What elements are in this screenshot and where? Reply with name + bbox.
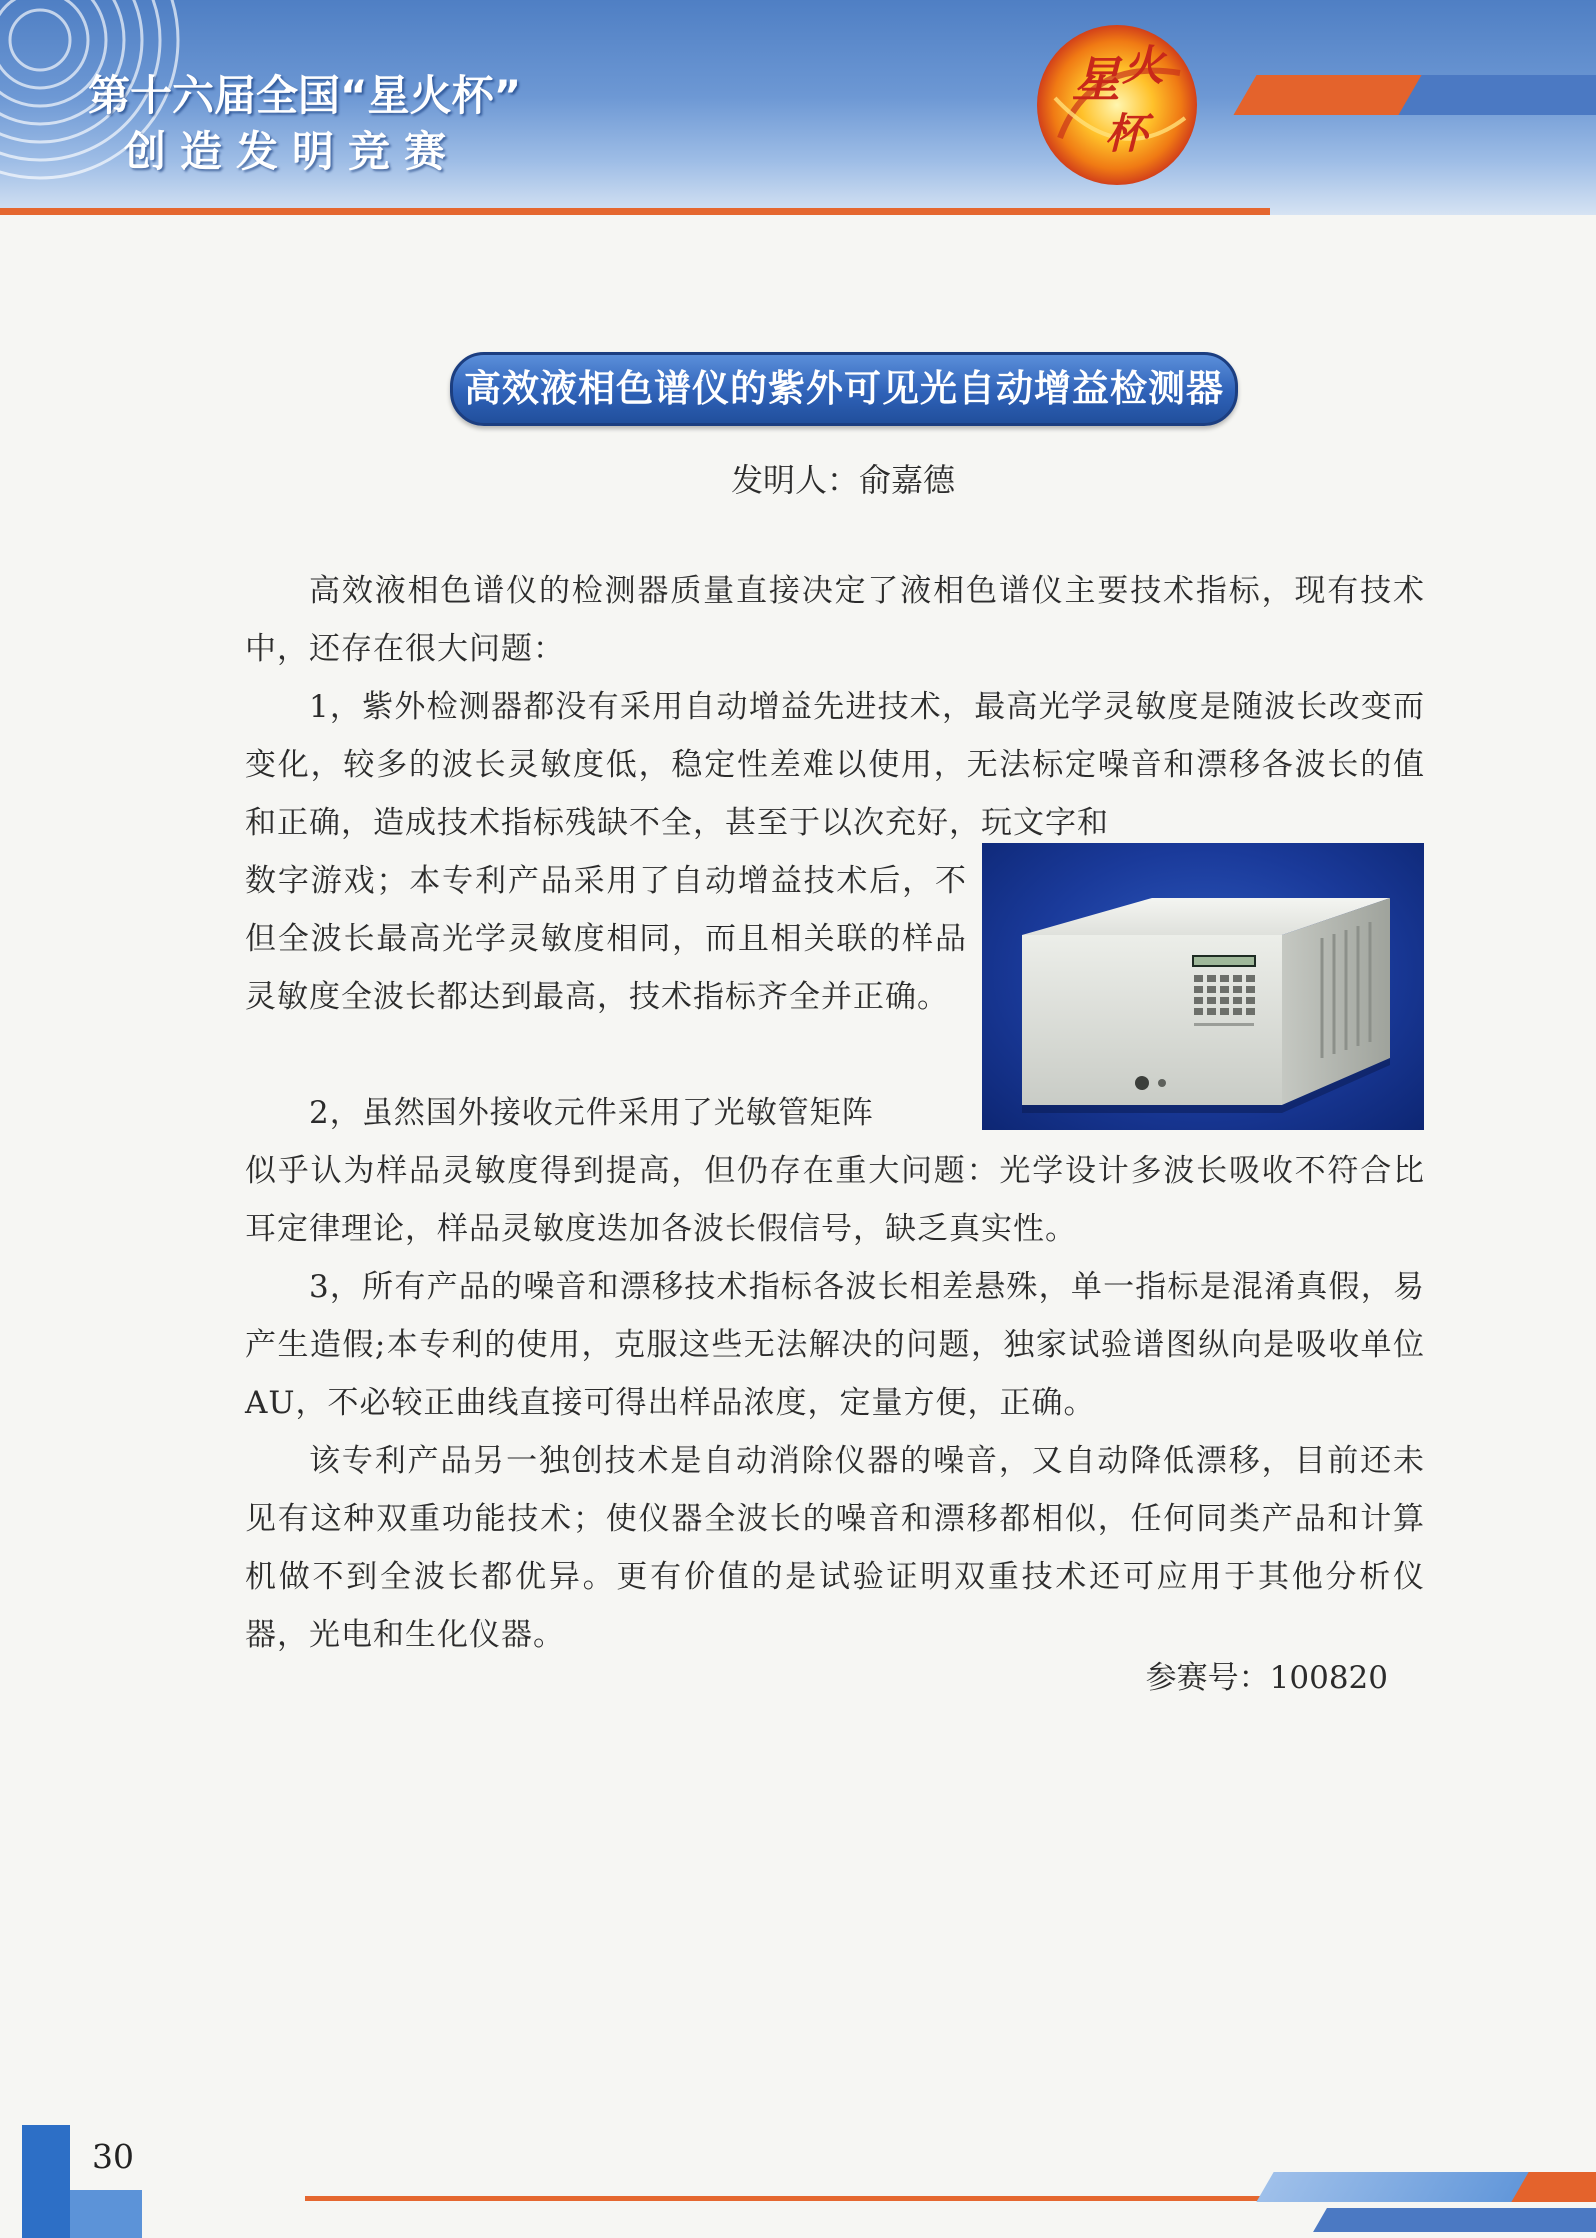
svg-text:杯: 杯	[1105, 109, 1148, 158]
header-orange-rule	[0, 208, 1270, 215]
competition-title-line1: 第十六届全国“星火杯”	[88, 71, 522, 120]
xinghuo-cup-logo	[1030, 18, 1205, 193]
header-blue-stripe	[1398, 75, 1596, 115]
paragraph-2-continued: 似乎认为样品灵敏度得到提高，但仍存在重大问题：光学设计多波长吸收不符合比耳定律理论，样品灵敏度迭加各波长假信号，缺乏真实性。	[245, 1153, 1425, 1247]
footer-blue-block	[22, 2125, 70, 2238]
inventor-line: 发明人：俞嘉德	[730, 461, 955, 499]
page-header	[0, 0, 1596, 215]
detector-instrument-image	[982, 843, 1424, 1130]
paragraph-2: 2，虽然国外接收元件采用了光敏管矩阵	[309, 1095, 874, 1131]
paragraph-1: 1，紫外检测器都没有采用自动增益先进技术，最高光学灵敏度是随波长改变而变化，较多的波长灵敏度低，稳定性差难以使用，无法标定噪音和漂移各波长的值和正确，造成技术指标残缺不全，甚至于以次充好，玩文字和	[245, 689, 1425, 841]
competition-title-line2: 创造发明竞赛	[124, 127, 461, 176]
competition-title	[88, 68, 521, 180]
paragraph-4: 该专利产品另一独创技术是自动消除仪器的噪音，又自动降低漂移，目前还未见有这种双重功能技术；使仪器全波长的噪音和漂移都相似，任何同类产品和计算机做不到全波长都优异。更有价值的是试验证明双重技术还可应用于其他分析仪器，光电和生化仪器。	[245, 1443, 1425, 1653]
paragraph-3: 3，所有产品的噪音和漂移技术指标各波长相差悬殊，单一指标是混淆真假，易产生造假;本专利的使用，克服这些无法解决的问题，独家试验谱图纵向是吸收单位AU，不必较正曲线直接可得出样品浓度，定量方便，正确。	[245, 1269, 1425, 1421]
footer-light-blue-stripe	[1256, 2172, 1543, 2202]
paragraph-1-continued: 数字游戏；本专利产品采用了自动增益技术后，不但全波长最高光学灵敏度相同，而且相关联的样品灵敏度全波长都达到最高，技术指标齐全并正确。	[245, 863, 967, 1015]
svg-text:火: 火	[1122, 41, 1165, 90]
footer-blue-stripe	[1313, 2208, 1596, 2232]
article-title: 高效液相色谱仪的紫外可见光自动增益检测器	[450, 352, 1238, 426]
paragraph-intro: 高效液相色谱仪的检测器质量直接决定了液相色谱仪主要技术指标，现有技术中，还存在很大问题：	[245, 573, 1425, 667]
footer-orange-rule	[305, 2196, 1315, 2201]
page-number: 30	[92, 2137, 134, 2176]
footer-blue-block-small	[70, 2190, 142, 2238]
svg-text:星: 星	[1072, 52, 1121, 108]
entry-number: 参赛号：100820	[1145, 1660, 1388, 1696]
product-photo	[982, 843, 1424, 1130]
